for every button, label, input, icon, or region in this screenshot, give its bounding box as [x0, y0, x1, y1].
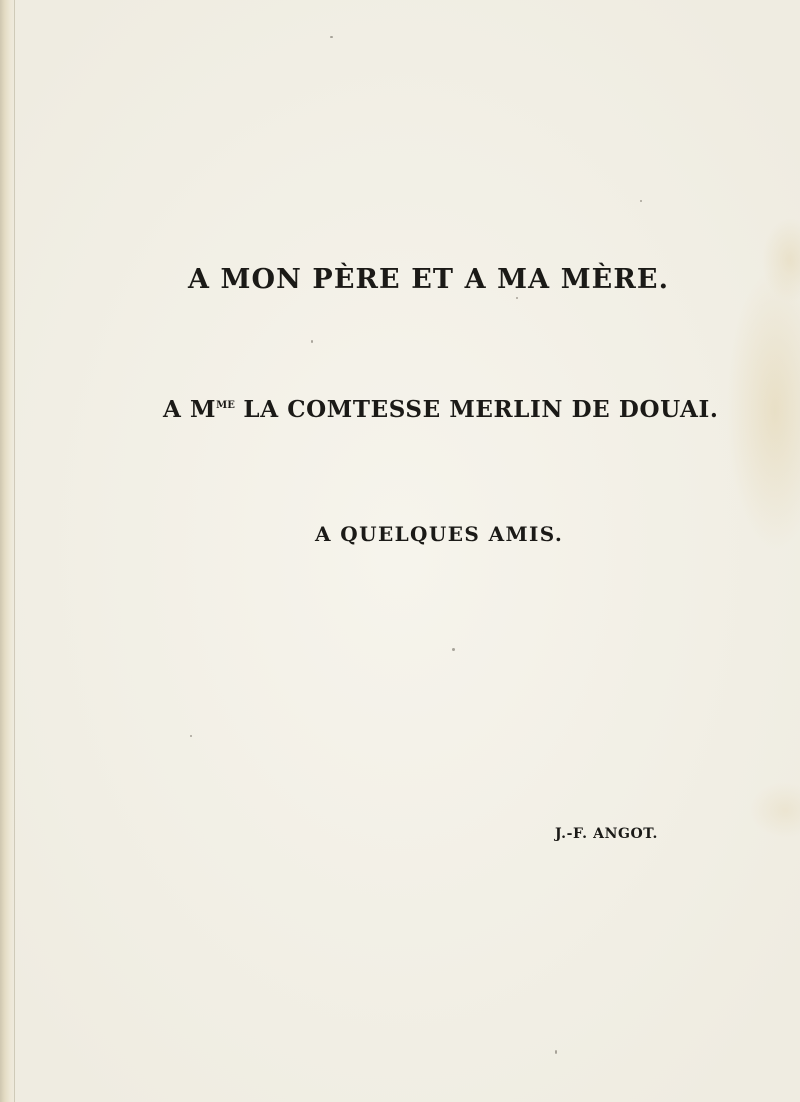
dedication-comtesse-prefix: A M [163, 396, 217, 423]
paper-speck [640, 200, 642, 202]
paper-speck [452, 648, 455, 651]
dedication-friends: A QUELQUES AMIS. [315, 522, 564, 546]
dedication-comtesse-rest: LA COMTESSE MERLIN DE DOUAI. [234, 396, 719, 423]
paper-speck [516, 297, 518, 299]
dedication-comtesse [163, 396, 718, 423]
paper-speck [311, 340, 313, 343]
dedication-comtesse-superscript: ME [216, 400, 235, 411]
binding-edge-line [14, 0, 15, 1102]
author-signature: J.-F. ANGOT. [555, 826, 658, 842]
dedication-parents: A MON PÈRE ET A MA MÈRE. [188, 264, 670, 295]
paper-speck [330, 36, 333, 38]
paper-speck [555, 1050, 557, 1054]
paper-speck [190, 735, 192, 737]
